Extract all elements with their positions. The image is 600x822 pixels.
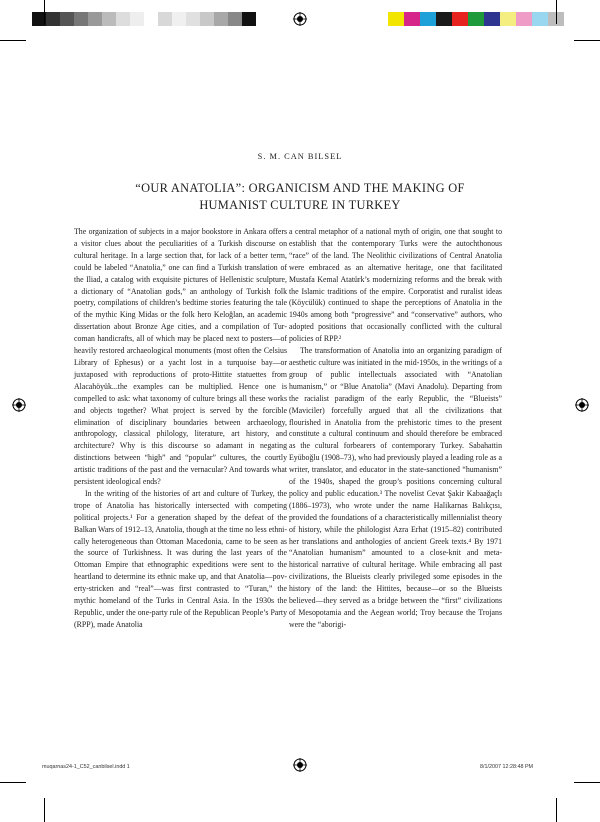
color-swatch [468,12,484,26]
crop-mark [574,40,600,41]
color-swatch [144,12,158,26]
slug-filename: muqarnas24-1_C52_canbilsel.indd 1 [42,764,130,770]
article-title: “OUR ANATOLIA”: ORGANICISM AND THE MAKING OF HUMANIST CULTURE IN TURKEY [135,181,465,212]
crop-mark [44,798,45,822]
right-column [289,226,502,631]
color-swatch [46,12,60,26]
paragraph: The transformation of Anatolia into an organizing paradigm of aesthetic culture was initiated in the mid-1950s, in the writings of a group of public intellectuals associated with “Anatolian humanism,” or “Blue Anatolia” (Mavi Anadolu). Departing from the racialist paradigm of the early Republic, the “Blueists” (Maviciler) forcefully argued that all the civilizations that flourished in Anatolia from the prehistoric times to the present constitute a cultural continuum and should therefore be embraced as the cultural forbearers of contemporary Turkey. Sabahattin Eyüboğlu (1908–73), who had previously played a leading role as a writer, translator, and educator in the state-sanctioned “humanism” of the 1940s, shaped the group’s positions concerning cultural policy and public education.³ The novelist Cevat Şakir Kabaağaçlı (1886–1973), who wrote under the name Halikarnas Balıkçısı, provided the foundations of a characteristically millennialist theory of history, while the philologist Azra Erhat (1915–82) contributed her translations and anthologies of ancient Greek texts.⁴ By 1971 “Anatolian humanism” amounted to a close-knit and meta-historical narrative of cultural heritage. While embracing all past civilizations, the Blueists clearly privileged some episodes in the history of the land: the Hittites, because—or so the Blueists believed—they served as a bridge between the “first” civilizations of Mesopotamia and the Aegean world; Troy because the Trojans were the “aborigi- [289,346,502,629]
color-swatch [172,12,186,26]
color-swatch [436,12,452,26]
registration-mark-icon [293,758,307,772]
color-swatch [420,12,436,26]
slug-timestamp: 8/1/2007 12:28:48 PM [480,764,534,770]
color-swatch [74,12,88,26]
paragraph: The organization of subjects in a major bookstore in Ankara offers a visitor clues about the peculiarities of a Turkish discourse on cultural heritage. In a large section that, for lack of a better term, could be labeled “Anatolia,” one can find a Turkish translation of the Iliad, a catalog with exquisite pictures of Hellenistic sculpture, a dictionary of “Anatolian gods,” an anthology of Turkish folk poetry, compilations of children’s bedtime stories featuring the tale of the mythic King Midas or the folk hero Keloğlan, an academic dissertation about Bronze Age cities, and a compilation of Turcoman handicrafts, all of which may be placed next to posters—of heavily restored archaeological monuments (most often the Celsius Library of Ephesus) or a yacht lost in a turquoise bay—or juxtaposed with reproductions of proto-Hittite statuettes from Alacahöyük...the examples can be multiplied. Hence one is compelled to ask: what taxonomy of culture brings all these works and objects together? What project is served by the forcible elimination of disciplinary boundaries between archaeology, anthropology, classical philology, literature, art history, and architecture? Why is this discourse so adamant in negating distinctions between “high” and “popular” cultures, the courtly artistic traditions of the past and the vernacular? And towards what persistent ideological ends? [74,227,287,487]
crop-mark [556,0,557,24]
color-swatch [88,12,102,26]
registration-mark-icon [293,12,307,26]
registration-mark-icon [12,398,26,412]
color-swatch [516,12,532,26]
crop-mark [0,782,26,783]
color-swatch [532,12,548,26]
color-swatch [200,12,214,26]
crop-mark [0,40,26,41]
color-swatch [116,12,130,26]
process-color-bar [388,12,564,26]
paragraph: a central metaphor of a national myth of origin, one that sought to establish that the contemporary Turks were the autochthonous “race” of the land. The Neolithic civilizations of Central Anatolia were embraced as an alternative heritage, one that facilitated Mustafa Kemal Atatürk’s modernizing reforms and the break with the Islamic traditions of the empire. Corporatist and ruralist ideas (Köycülük) continued to shape the perceptions of Anatolia in the 1940s among both “progressive” and “conservative” authors, who adopted positions that occasionally conflicted with the cultural policies of RPP.² [289,227,502,344]
color-swatch [158,12,172,26]
color-swatch [214,12,228,26]
color-swatch [102,12,116,26]
registration-mark-icon [575,398,589,412]
author-name: S. M. CAN BILSEL [257,152,343,161]
color-swatch [388,12,404,26]
color-swatch [242,12,256,26]
color-swatch [228,12,242,26]
crop-mark [574,782,600,783]
crop-mark [556,798,557,822]
color-swatch [60,12,74,26]
color-swatch [186,12,200,26]
color-swatch [404,12,420,26]
color-swatch [500,12,516,26]
crop-mark [44,0,45,24]
paragraph: In the writing of the histories of art and culture of Turkey, the trope of Anatolia has historically intersected with competing political projects.¹ For a generation shaped by the defeat of the Balkan Wars of 1912–13, Anatolia, though at the time no less ethnically heterogeneous than Ottoman Macedonia, came to be seen as the source of Turkishness. It was during the last years of the Ottoman Empire that ethnographic expeditions were sent to the heartland to determine its ethnic make up, and that Anatolia—poverty-stricken and “real”—was first contrasted to “Turan,” the mythic homeland of the Turks in Central Asia. In the 1930s the Republic, under the one-party rule of the Republican People’s Party (RPP), made Anatolia [74,488,287,629]
color-swatch [484,12,500,26]
color-swatch [130,12,144,26]
grayscale-color-bar [32,12,256,26]
color-swatch [452,12,468,26]
left-column [74,226,287,631]
